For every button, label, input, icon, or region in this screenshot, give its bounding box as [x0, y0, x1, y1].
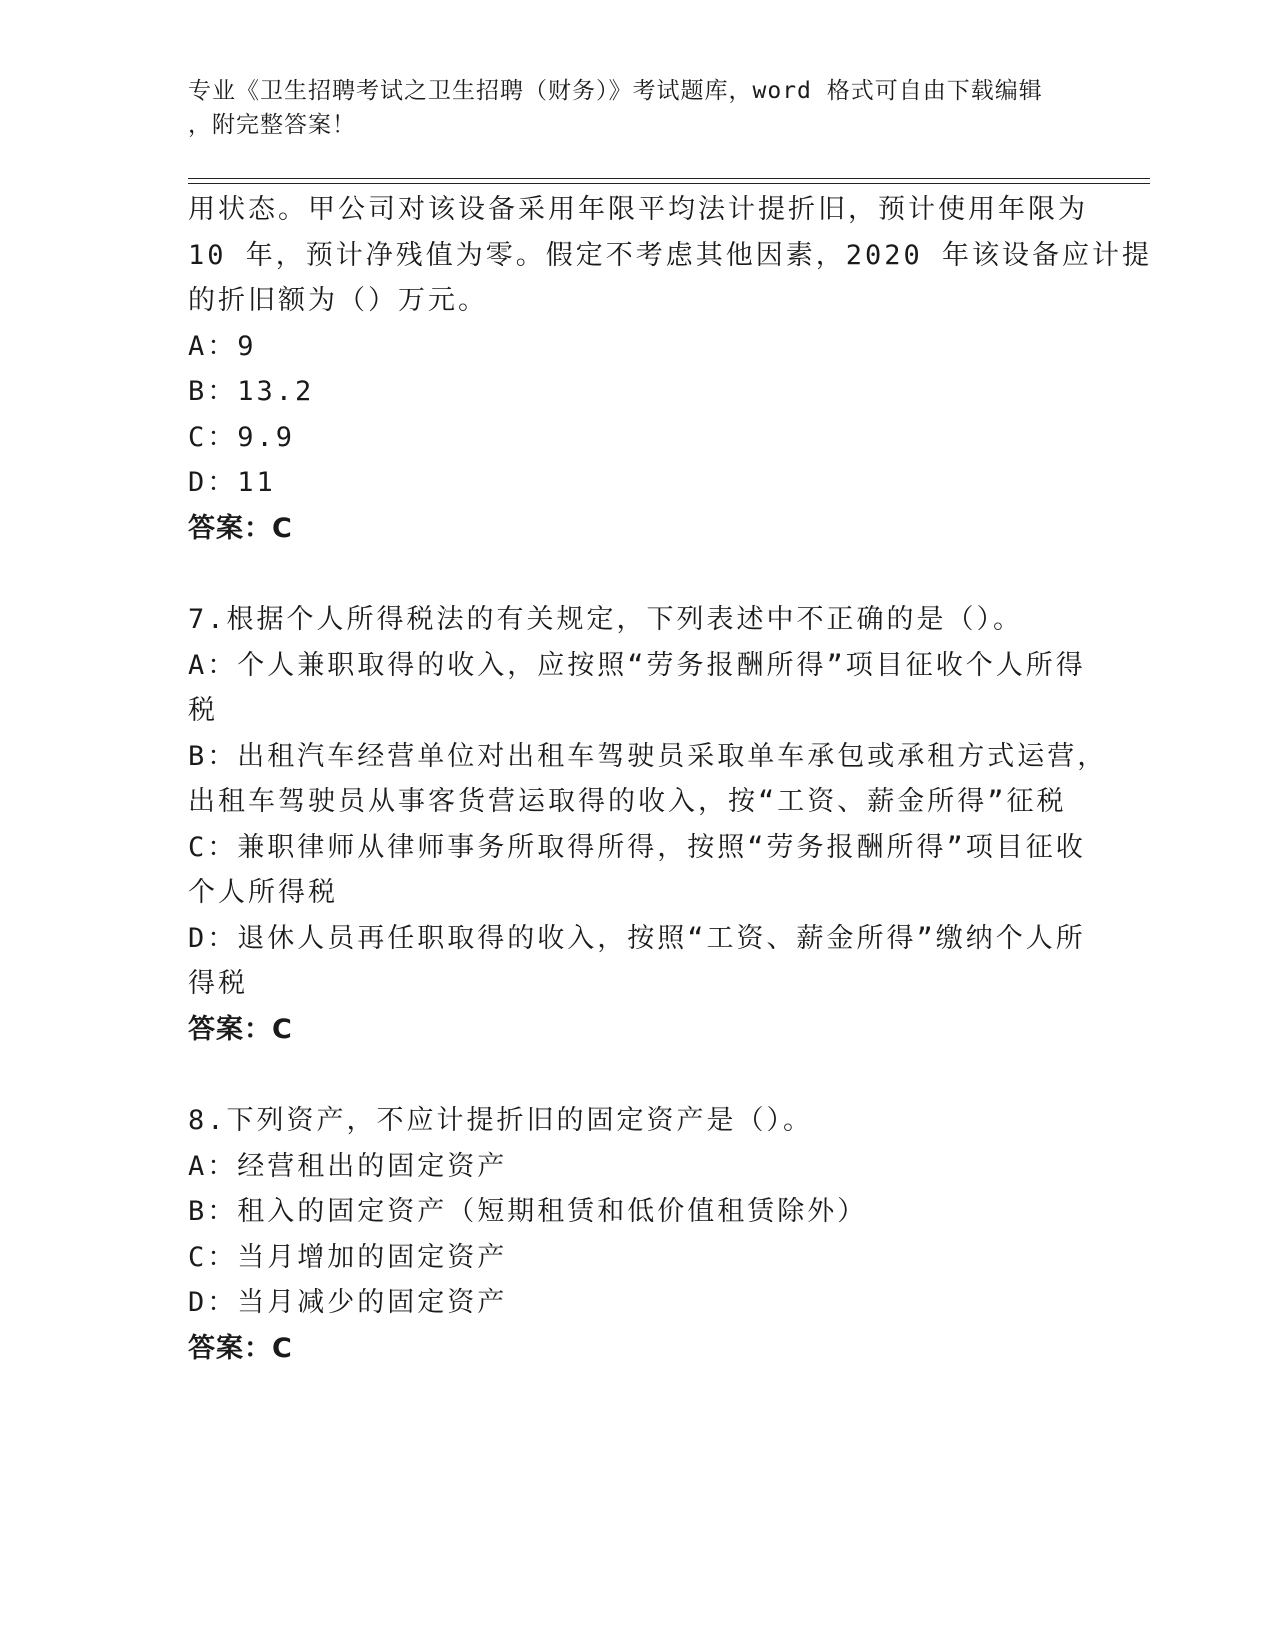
document-header [188, 74, 1068, 142]
header-divider-top [188, 178, 1150, 179]
question-list [188, 187, 1153, 1371]
question-stem-line: 10 年，预计净残值为零。假定不考虑其他因素，2020 年该设备应计提 [188, 239, 1153, 271]
question-stem: 7.根据个人所得税法的有关规定，下列表述中不正确的是（）。 [188, 604, 1024, 635]
option-b: B：13.2 [188, 376, 315, 407]
option-c: C：当月增加的固定资产 [188, 1241, 508, 1273]
question-6 [188, 187, 1153, 551]
option-a: A：9 [188, 330, 257, 362]
question-spacer [188, 1052, 1088, 1098]
option-a: A：个人兼职取得的收入，应按照“劳务报酬所得”项目征收个人所得 [188, 649, 1086, 681]
option-c: C：兼职律师从律师事务所取得所得，按照“劳务报酬所得”项目征收 [188, 831, 1086, 863]
option-b-continued: 出租车驾驶员从事客货营运取得的收入，按“工资、薪金所得”征税 [188, 786, 1067, 817]
option-d: D：当月减少的固定资产 [188, 1287, 508, 1318]
question-stem-line: 的折旧额为（）万元。 [188, 285, 488, 316]
header-divider-bottom [188, 183, 1150, 184]
question-8 [188, 1098, 1088, 1371]
question-7 [188, 597, 1108, 1052]
option-a: A：经营租出的固定资产 [188, 1150, 508, 1182]
option-c-continued: 个人所得税 [188, 877, 338, 908]
option-b: B：出租汽车经营单位对出租车驾驶员采取单车承包或承租方式运营， [188, 740, 1108, 772]
option-d: D：11 [188, 467, 276, 498]
answer-label: 答案：C [188, 1332, 293, 1364]
header-title-line-1: 专业《卫生招聘考试之卫生招聘（财务）》考试题库，word 格式可自由下载编辑 [188, 78, 1043, 104]
answer-label: 答案：C [188, 512, 293, 544]
option-d: D：退休人员再任职取得的收入，按照“工资、薪金所得”缴纳个人所 [188, 922, 1086, 954]
option-b: B：租入的固定资产（短期租赁和低价值租赁除外） [188, 1196, 868, 1227]
option-d-continued: 得税 [188, 968, 248, 999]
header-title-line-2: ，附完整答案！ [188, 112, 356, 138]
option-c: C：9.9 [188, 421, 296, 453]
answer-label: 答案：C [188, 1013, 293, 1045]
question-stem-line: 用状态。甲公司对该设备采用年限平均法计提折旧，预计使用年限为 [188, 194, 1088, 225]
question-spacer [188, 551, 1088, 597]
question-stem: 8.下列资产，不应计提折旧的固定资产是（）。 [188, 1105, 814, 1136]
option-a-continued: 税 [188, 695, 218, 726]
